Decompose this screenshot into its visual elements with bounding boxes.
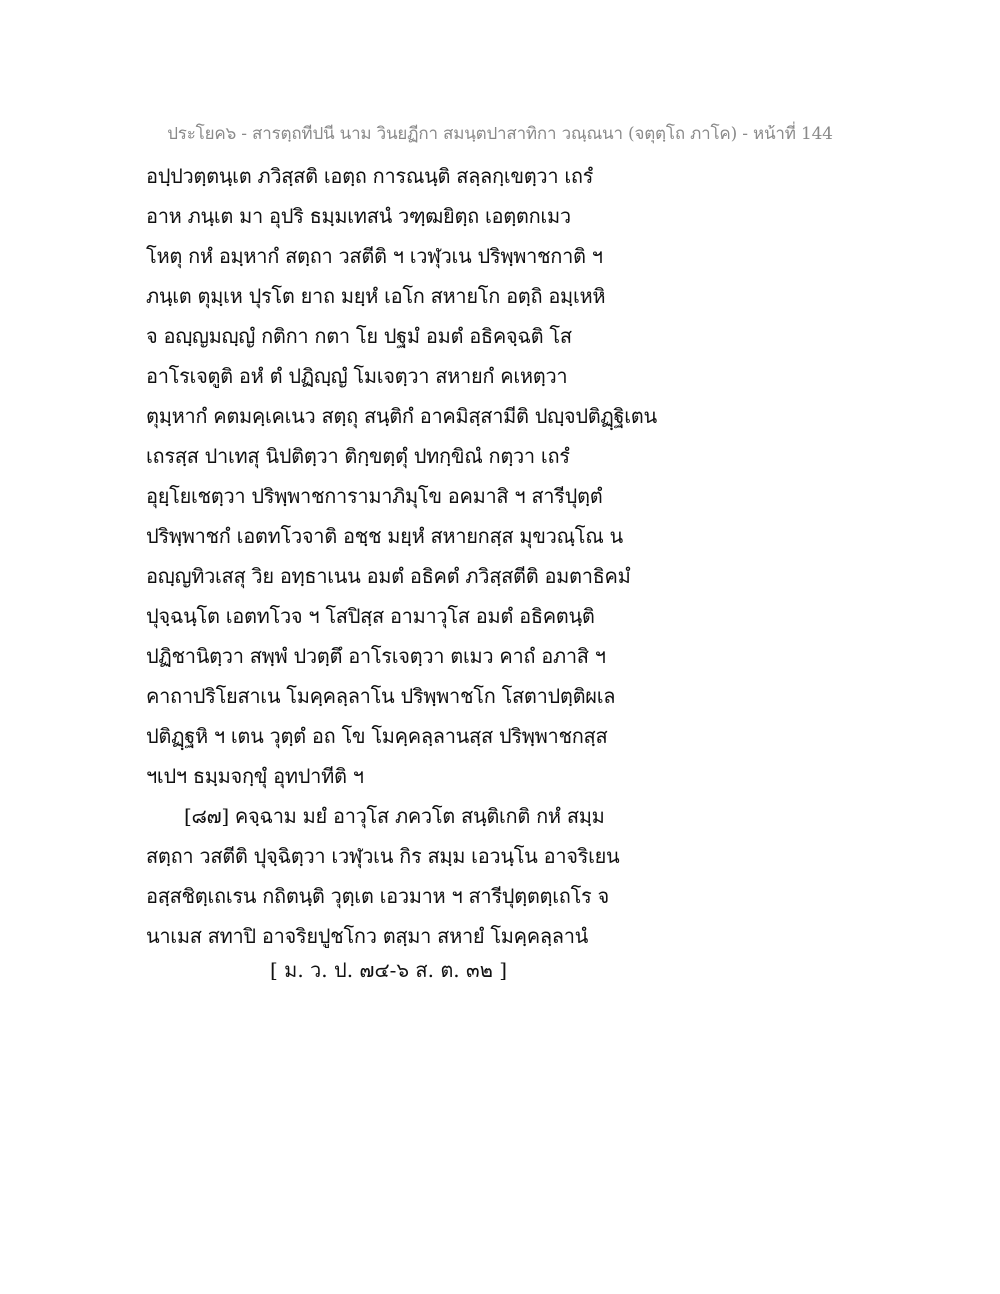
text-line: คาถาปริโยสาเน โมคฺคลฺลาโน ปริพฺพาชโก โสตาปตฺติผเล [146, 684, 616, 708]
text-line: เถรสฺส ปาเทสุ นิปติตฺวา ติกฺขตฺตุํ ปทกฺขิณํ กตฺวา เถรํ [146, 444, 570, 468]
text-line: อสฺสชิตฺเถเรน กถิตนฺติ วุตฺเต เอวมาห ฯ สารีปุตฺตตฺเถโร จ [146, 884, 609, 908]
text-line: ปริพฺพาชกํ เอตทโวจาติ อชฺช มยฺหํ สหายกสฺส มุขวณฺโณ น [146, 524, 623, 548]
text-line: อาห ภนฺเต มา อุปริ ธมฺมเทสนํ วฑฺฒยิตฺถ เอตฺตกเมว [146, 204, 571, 228]
text-line: โหตุ กหํ อมฺหากํ สตฺถา วสตีติ ฯ เวฬุวเน ปริพฺพาชกาติ ฯ [146, 244, 603, 268]
text-line: ปุจฺฉนฺโต เอตทโวจ ฯ โสปิสฺส อามาวุโส อมตํ อธิคตนฺติ [146, 604, 595, 628]
text-line: อุยฺโยเชตฺวา ปริพฺพาชการามาภิมุโข อคมาสิ ฯ สารีปุตฺตํ [146, 484, 603, 508]
text-line: อปฺปวตฺตนฺเต ภวิสฺสติ เอตฺถ การณนฺติ สลฺลกฺเขตฺวา เถรํ [146, 164, 594, 188]
page-reference: [ ม. ว. ป. ๗๔-๖ ส. ต. ๓๒ ] [270, 958, 508, 982]
text-line: สตฺถา วสตีติ ปุจฺฉิตฺวา เวฬุวเน กิร สมฺม เอวนฺโน อาจริเยน [146, 844, 620, 868]
running-head: ประโยค๖ - สารตฺถทีปนี นาม วินยฏีกา สมนฺตปาสาทิกา วณฺณนา (จตุตฺโถ ภาโค) - หน้าที่ 144 [167, 124, 833, 144]
text-line: ตุมฺหากํ คตมคฺเคเนว สตฺถุ สนฺติกํ อาคมิสฺสามีติ ปญฺจปติฏฺฐิเตน [146, 404, 657, 428]
text-line: จ อญฺญมญฺญํ กติกา กตา โย ปฐมํ อมตํ อธิคจฺฉติ โส [146, 324, 572, 348]
text-line: นาเมส สทาปิ อาจริยปูชโกว ตสฺมา สหายํ โมคฺคลฺลานํ [146, 924, 589, 948]
text-line: อญฺญทิวเสสุ วิย อทฺธาเนน อมตํ อธิคตํ ภวิสฺสตีติ อมตาธิคมํ [146, 564, 631, 588]
text-line: อาโรเจตูติ อหํ ตํ ปฏิญฺญํ โมเจตฺวา สหายกํ คเหตฺวา [146, 364, 568, 388]
text-line: ภนฺเต ตุมฺเห ปุรโต ยาถ มยฺหํ เอโก สหายโก อตฺถิ อมฺเหหิ [146, 284, 606, 308]
body-text [146, 156, 706, 956]
text-line: ปติฏฺฐหิ ฯ เตน วุตฺตํ อถ โข โมคฺคลฺลานสฺส ปริพฺพาชกสฺส [146, 724, 608, 748]
text-line: ปฏิชานิตฺวา สพฺพํ ปวตฺตึ อาโรเจตฺวา ตเมว คาถํ อภาสิ ฯ [146, 644, 606, 668]
text-line: ฯเปฯ ธมฺมจกฺขุํ อุทปาทีติ ฯ [146, 764, 364, 788]
paragraph-start-line: [๘๗] คจฺฉาม มยํ อาวุโส ภควโต สนฺติเกติ กหํ สมฺม [184, 804, 605, 828]
